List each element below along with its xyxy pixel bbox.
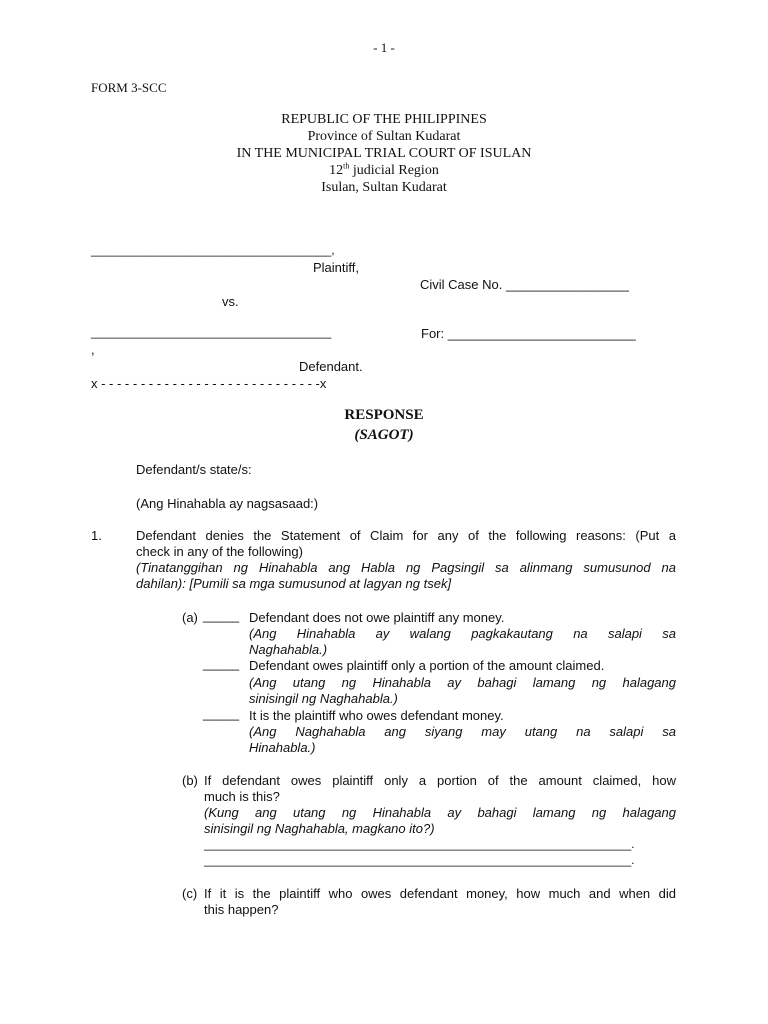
form-code: FORM 3-SCC (91, 80, 167, 95)
civil-case-field: Civil Case No. _________________ (420, 277, 629, 292)
for-field: For: __________________________ (421, 326, 636, 341)
header-province: Province of Sultan Kudarat (307, 129, 461, 144)
item-1-text: Defendant denies the Statement of Claim for any of the following reasons: (Put a (136, 528, 676, 543)
option-text: Defendant owes plaintiff only a portion of the amount claimed. (249, 658, 605, 673)
page-number: - 1 - (373, 40, 395, 55)
item-number: 1. (91, 528, 102, 543)
caption-separator: x - - - - - - - - - - - - - - - - - - - - - - - - - - - -x (91, 376, 327, 391)
header-court: IN THE MUNICIPAL TRIAL COURT OF ISULAN (236, 146, 532, 161)
option-a-label: (a) (182, 610, 198, 625)
item-1-text-cont: check in any of the following) (136, 544, 303, 559)
versus-label: vs. (222, 294, 239, 309)
check-blank[interactable]: _____ (203, 656, 240, 671)
region-number: 12 (329, 163, 344, 178)
option-translation: (Ang Hinahabla ay walang pagkakautang na salapi sa (249, 626, 676, 641)
document-subtitle: (SAGOT) (354, 427, 414, 443)
plaintiff-blank: ____________________________________, (91, 243, 335, 257)
question-b-translation-cont: sinisingil ng Naghahabla, magkano ito?) (204, 821, 435, 836)
defendant-blank: ____________________________________ (91, 325, 332, 339)
item-1-translation-cont: dahilan): [Pumili sa mga sumusunod at lagyan ng tsek] (136, 576, 452, 591)
option-text: It is the plaintiff who owes defendant money. (249, 708, 504, 723)
question-c-label: (c) (182, 886, 198, 901)
option-translation-cont: sinisingil ng Naghahabla.) (249, 691, 398, 706)
intro-statement-tl: (Ang Hinahabla ay nagsasaad:) (136, 496, 319, 511)
header-republic: REPUBLIC OF THE PHILIPPINES (281, 112, 487, 127)
header-location: Isulan, Sultan Kudarat (321, 180, 447, 195)
check-blank[interactable]: _____ (203, 608, 240, 623)
item-1-translation: (Tinatanggihan ng Hinahabla ang Habla ng Pagsingil sa alinmang sumusunod na (136, 560, 676, 575)
option-translation-cont: Naghahabla.) (249, 642, 328, 657)
document-title: RESPONSE (344, 407, 424, 423)
question-c-text: If it is the plaintiff who owes defendant money, how much and when did (204, 886, 676, 901)
question-b-text: If defendant owes plaintiff only a portion of the amount claimed, how (204, 773, 676, 788)
question-b-label: (b) (182, 773, 198, 788)
question-b-text-cont: much is this? (204, 789, 280, 804)
question-c-text-cont: this happen? (204, 902, 279, 917)
option-translation: (Ang utang ng Hinahabla ay bahagi lamang ng halagang (249, 675, 676, 690)
defendant-label: Defendant. (299, 359, 363, 374)
question-b-translation: (Kung ang utang ng Hinahabla ay bahagi lamang ng halagang (204, 805, 676, 820)
check-blank[interactable]: _____ (203, 706, 240, 721)
plaintiff-label: Plaintiff, (313, 260, 360, 275)
region-suffix: th (343, 161, 350, 171)
region-text: judicial Region (349, 163, 439, 178)
intro-statement: Defendant/s state/s: (136, 462, 252, 477)
answer-line[interactable]: ________________________________________________________________. (204, 837, 635, 851)
option-translation-cont: Hinahabla.) (249, 740, 316, 755)
header-region (0, 162, 768, 180)
option-text: Defendant does not owe plaintiff any money. (249, 610, 505, 625)
caption-comma: , (91, 342, 95, 357)
answer-line[interactable]: ________________________________________________________________. (204, 853, 635, 867)
option-translation: (Ang Naghahabla ang siyang may utang na salapi sa (249, 724, 676, 739)
